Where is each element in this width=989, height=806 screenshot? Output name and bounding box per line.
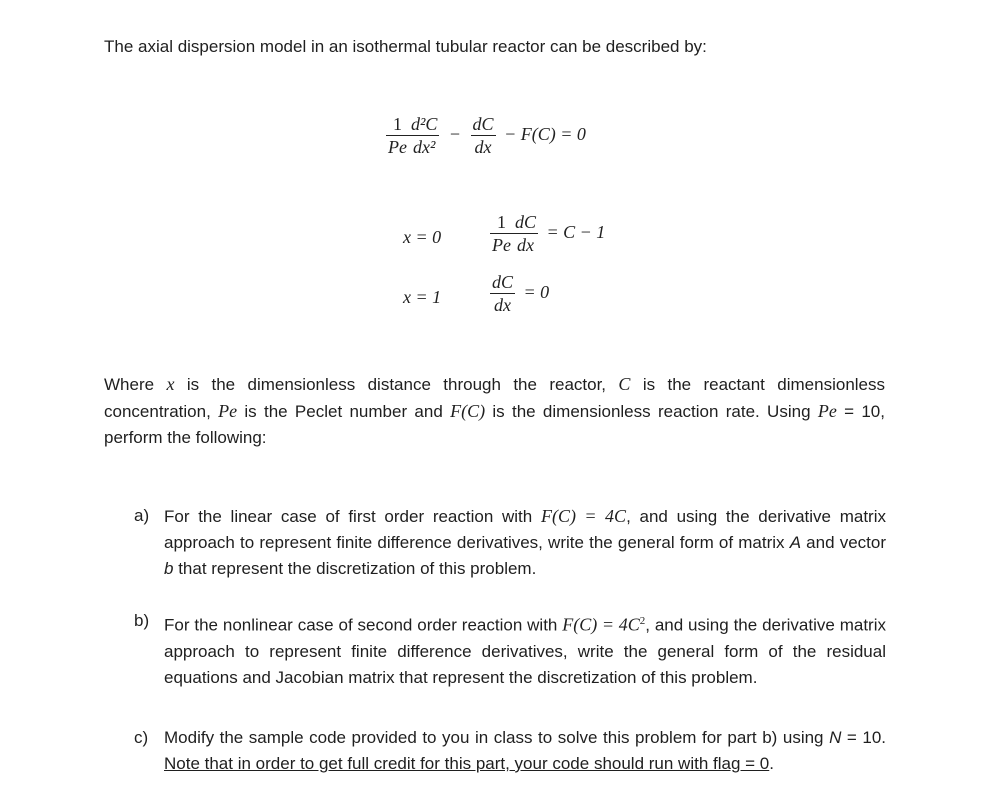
var-pe: Pe [218, 401, 238, 421]
text-span: . [769, 754, 774, 773]
formula: F(C) = 4C [540, 506, 627, 526]
intro-text: The axial dispersion model in an isothermal tubular reactor can be described by: [104, 37, 707, 56]
text-span: = 10. [841, 728, 886, 747]
text-span: is the dimensionless distance through the reactor, [174, 375, 619, 394]
denominator: dx [516, 235, 534, 255]
denominator: dx² [412, 137, 436, 157]
list-label: a) [134, 506, 150, 525]
list-item-body [164, 608, 886, 691]
fraction-one-over-pe [386, 114, 409, 157]
list-item-body [164, 725, 886, 777]
fraction-second-derivative [409, 114, 439, 157]
text-span: For the nonlinear case of second order reaction with [164, 615, 563, 635]
bc1-equation [490, 212, 605, 255]
formula: F(C) = 4C [562, 614, 640, 635]
var-fc: F(C) [450, 401, 486, 421]
text-span: = 10, perform the following: [104, 402, 885, 447]
numerator: 1 [386, 114, 409, 136]
var-x: x [166, 374, 175, 394]
var-c: C [618, 374, 631, 394]
denominator: dx [474, 137, 492, 157]
numerator: dC [492, 272, 514, 292]
text-span: and vector [801, 533, 886, 552]
list-item-b [134, 608, 886, 688]
fraction-first-derivative [490, 272, 515, 315]
underlined-note: Note that in order to get full credit for this part, your code should run with flag = 0 [164, 754, 770, 773]
bc2-equation [490, 272, 549, 315]
bc1-rhs: = C − 1 [546, 221, 606, 242]
text-span: , and using the derivative matrix approach to represent finite difference derivatives, write the general form of matrix [164, 507, 886, 552]
bc2-rhs: = 0 [523, 281, 550, 302]
list-label: c) [134, 728, 149, 747]
bc2-condition: x = 1 [403, 287, 442, 307]
numerator: d²C [410, 114, 438, 134]
var-n: N [829, 728, 842, 747]
text-span: is the dimensionless reaction rate. Using [485, 402, 818, 421]
equation-tail: − F(C) = 0 [504, 123, 586, 144]
denominator: Pe [492, 235, 511, 255]
denominator: Pe [388, 137, 407, 157]
list-item-c [134, 725, 886, 781]
fraction-one-over-pe [490, 212, 513, 255]
text-span: Modify the sample code provided to you in class to solve this problem for part b) using [164, 728, 830, 747]
list-item-a [134, 503, 886, 583]
main-equation [386, 114, 586, 157]
minus-sign: − [449, 123, 461, 144]
list-label: b) [134, 611, 150, 630]
var-a: A [789, 533, 802, 552]
text-span: is the reactant dimensionless concentration, [104, 375, 886, 421]
bc1-condition: x = 0 [403, 227, 442, 247]
list-item-body [164, 503, 886, 582]
fraction-first-derivative [513, 212, 538, 255]
fraction-first-derivative [471, 114, 496, 157]
numerator: dC [514, 212, 536, 232]
text-span: For the linear case of first order reaction with [164, 507, 541, 526]
formula-exponent: 2 [639, 615, 646, 627]
text-span: is the Peclet number and [237, 402, 451, 421]
text-span: that represent the discretization of this problem. [173, 559, 537, 578]
denominator: dx [494, 295, 511, 315]
description-paragraph [104, 371, 885, 451]
var-pe: Pe [817, 401, 837, 421]
text-span: Where [104, 375, 167, 394]
var-b: b [164, 559, 174, 578]
numerator: 1 [490, 212, 513, 234]
text-span: , and using the derivative matrix approach to represent finite difference derivatives, write the general form of the residual equations and Jacobian matrix that represent the discretization of this problem. [164, 615, 886, 687]
numerator: dC [472, 114, 494, 134]
